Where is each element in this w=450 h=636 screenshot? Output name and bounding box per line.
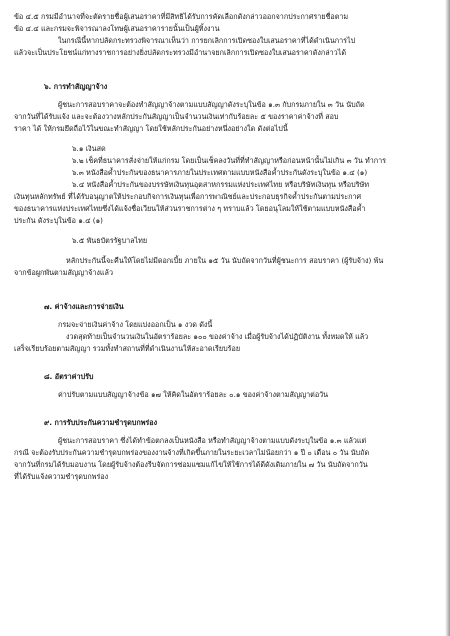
section-warranty: [14, 417, 438, 483]
section-heading: ๙. การรับประกันความชำรุดบกพร่อง: [44, 418, 158, 427]
sub-item-line: ประกัน ดังระบุในข้อ ๑.๔ (๑): [14, 216, 103, 225]
sub-item: ๖.๑ เงินสด: [72, 144, 106, 153]
sub-item: ๖.๓ หนังสือค้ำประกันของธนาคารภายในประเทศตามแบบหนังสือค้ำประกันดังระบุในข้อ ๑.๔ (๑): [72, 168, 368, 177]
intro-line: ในกรณีนี้หากปลัดกระทรวงพิจารณาเห็นว่า การยกเลิกการเปิดซองใบเสนอราคาที่ได้ดำเนินการไป: [58, 36, 356, 45]
section-penalty: [14, 371, 438, 401]
section-contract: [14, 81, 438, 279]
paragraph-line: จากข้อผูกพันตามสัญญาจ้างแล้ว: [14, 268, 113, 277]
paragraph-line: งวดสุดท้ายเป็นจำนวนเงินในอัตราร้อยละ ๑๐๐ ของค่าจ้าง เมื่อผู้รับจ้างได้ปฏิบัติงาน ทั้งหมดให้ แล้ว: [66, 332, 369, 341]
paragraph-line: ค่าปรับตามแบบสัญญาจ้างข้อ ๑๗ ให้คิดในอัตราร้อยละ ๐.๑ ของค่าจ้างตามสัญญาต่อวัน: [58, 390, 329, 399]
paragraph-line: ผู้ชนะการสอบราคาจะต้องทำสัญญาจ้างตามแบบสัญญาดังระบุในข้อ ๑.๓ กับกรมภายใน ๓ วัน นับถัด: [58, 100, 365, 109]
sub-item: ๖.๕ พันธบัตรรัฐบาลไทย: [72, 236, 148, 245]
paragraph-line: ราคา ได้ ให้กรมยึดถือไว้ในขณะทำสัญญา โดยใช้หลักประกันอย่างหนึ่งอย่างใด ดังต่อไปนี้: [14, 124, 288, 133]
section-heading: ๗. ค่าจ้างและการจ่ายเงิน: [44, 302, 124, 311]
intro-line: แล้วจะเป็นประโยชน์แก่ทางราชการอย่างยิ่งปลัดกระทรวงมีอำนาจยกเลิกการเปิดซองใบเสนอราคาดังกล่าวได้: [14, 48, 347, 57]
intro-line: ข้อ ๔.๕ กรมมีอำนาจที่จะตัดรายชื่อผู้เสนอราคาที่มีสิทธิได้รับการคัดเลือกดังกล่าวออกจากประกาศรายชื่อตาม: [14, 12, 349, 21]
section-payment: [14, 301, 438, 355]
sub-item: ๖.๒ เช็คที่ธนาคารสั่งจ่ายให้แก่กรม โดยเป็นเช็คลงวันที่ที่ทำสัญญาหรือก่อนหน้านั้นไม่เกิน ๓ วัน ทำการ: [72, 156, 387, 165]
paragraph-line: หลักประกันนี้จะคืนให้โดยไม่มีดอกเบี้ย ภายใน ๑๕ วัน นับถัดจากวันที่ผู้ชนะการ สอบราคา (ผู้รับจ้าง) พ้น: [66, 256, 384, 265]
sub-item-line: ของธนาคารแห่งประเทศไทยซึ่งได้แจ้งชื่อเวียนให้ส่วนราชการต่าง ๆ ทราบแล้ว โดยอนุโลมให้ใช้ตามแบบหนังสือค้ำ: [14, 204, 366, 213]
section-heading: ๖. การทำสัญญาจ้าง: [44, 82, 108, 91]
scan-edge-shadow: [445, 0, 450, 636]
paragraph-line: ที่ได้รับแจ้งความชำรุดบกพร่อง: [14, 472, 109, 481]
paragraph-line: จากวันที่กรมได้รับมอบงาน โดยผู้รับจ้างต้องรีบจัดการซ่อมแซมแก้ไขให้ใช้การได้ดีดังเดิมภายใน ๗ วัน นับถัดจากวัน: [14, 460, 368, 469]
section-heading: ๘. อัตราค่าปรับ: [44, 372, 94, 381]
paragraph-line: กรมจะจ่ายเงินค่าจ้าง โดยแบ่งออกเป็น ๑ งวด ดังนี้: [58, 320, 213, 329]
paragraph-line: กรณี จะต้องรับประกันความชำรุดบกพร่องของงานจ้างที่เกิดขึ้นภายในระยะเวลาไม่น้อยกว่า ๑ ปี ๐ เดือน ๐ วัน นับถัด: [14, 448, 370, 457]
paragraph-line: ผู้ชนะการสอบราคา ซึ่งได้ทำข้อตกลงเป็นหนังสือ หรือทำสัญญาจ้างตามแบบดังระบุในข้อ ๑.๓ แล้วแต่: [58, 436, 367, 445]
intro-line: ข้อ ๔.๔ และกรมจะพิจารณาลงโทษผู้เสนอราคารายนั้นเป็นผู้ทิ้งงาน: [14, 24, 220, 33]
intro-block: [14, 11, 438, 59]
sub-item: ๖.๔ หนังสือค้ำประกันของบรรษัทเงินทุนอุตสาหกรรมแห่งประเทศไทย หรือบริษัทเงินทุน หรือบริษัท: [72, 180, 370, 189]
paragraph-line: เสร็จเรียบร้อยตามสัญญา รวมทั้งทำสถานที่ที่ดำเนินงานให้สะอาดเรียบร้อย: [14, 344, 241, 353]
paragraph-line: จากวันที่ได้รับแจ้ง และจะต้องวางหลักประกันสัญญาเป็นจำนวนเงินเท่ากับร้อยละ ๕ ของราคาค่าจ้างที่ สอบ: [14, 112, 339, 121]
sub-item-line: เงินทุนหลักทรัพย์ ที่ได้รับอนุญาตให้ประกอบกิจการเงินทุนเพื่อการพาณิชย์และประกอบธุรกิจค้ำประกันตามประกาศ: [14, 192, 362, 201]
